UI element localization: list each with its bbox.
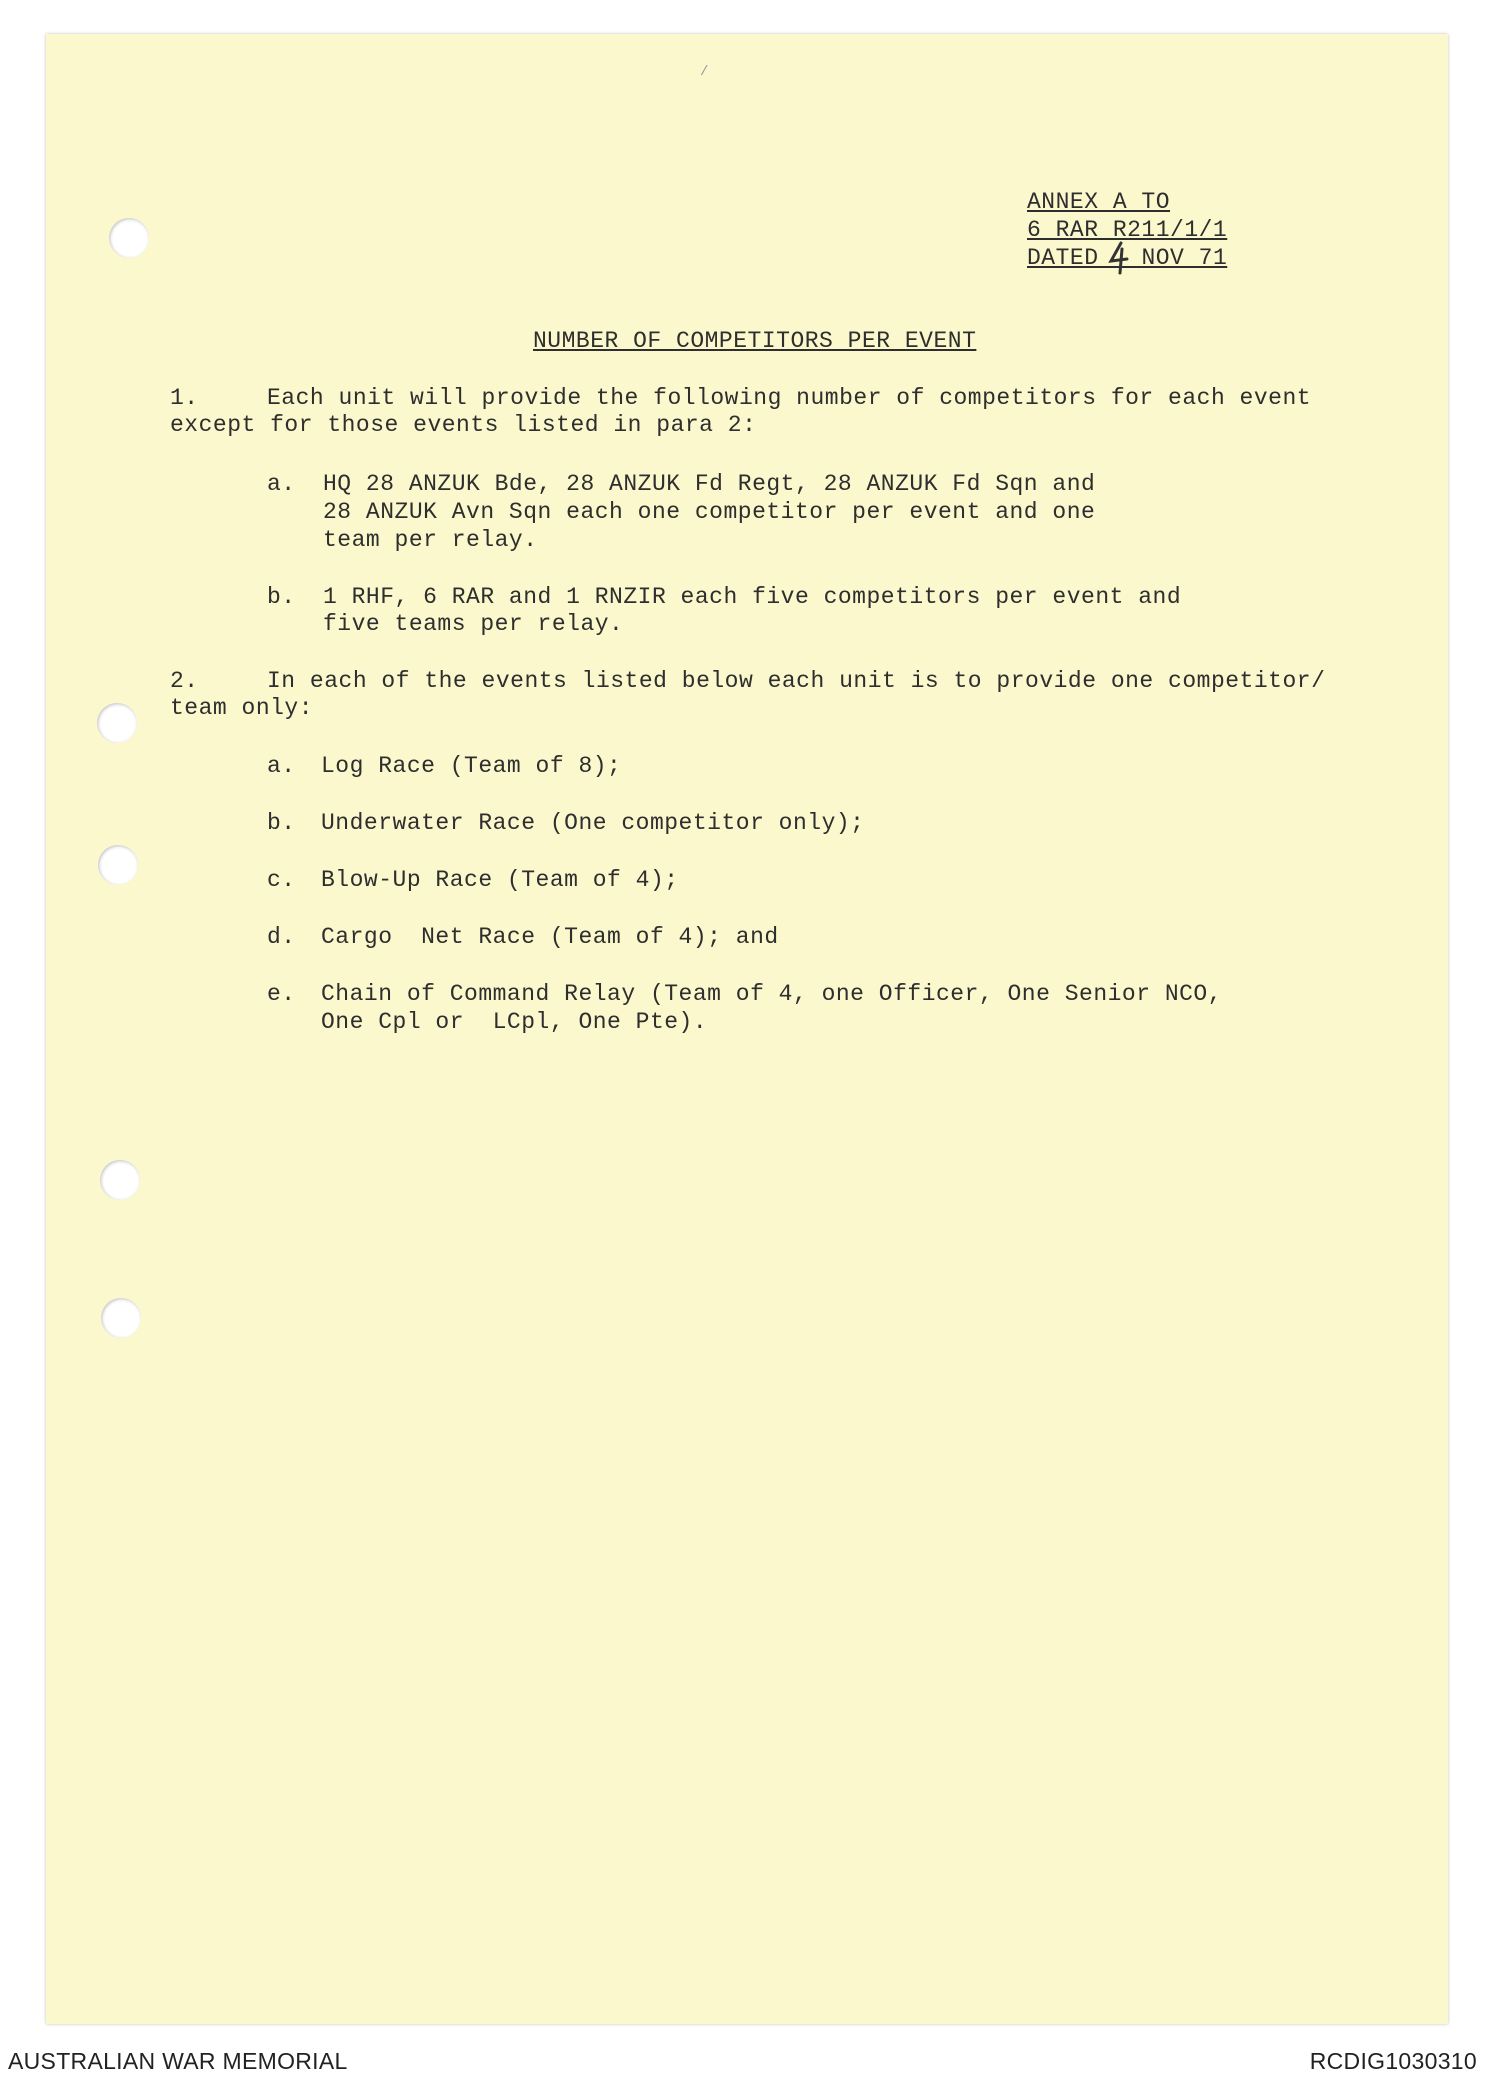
annex-line: ANNEX A TO [1027,189,1171,215]
reference-line: 6 RAR R211/1/1 [1027,217,1228,243]
handwritten-day-mark [1107,241,1129,275]
para2-item-c-letter: c. [267,867,296,893]
footer-left-credit: AUSTRALIAN WAR MEMORIAL [8,2048,348,2074]
page-mark: / [700,64,709,80]
para1-line1: Each unit will provide the following number of competitors for each event [267,385,1312,411]
para2-item-a-text: Log Race (Team of 8); [321,753,622,779]
document-title: NUMBER OF COMPETITORS PER EVENT [533,328,977,354]
para2-item-b-letter: b. [267,810,296,836]
para1-item-b-line1: 1 RHF, 6 RAR and 1 RNZIR each five competitors per event and [323,584,1182,610]
para1-item-a-line3: team per relay. [323,527,538,553]
para2-item-d-letter: d. [267,924,296,950]
para2-number: 2. [170,668,199,694]
para1-number: 1. [170,385,199,411]
punch-hole [109,218,149,258]
para1-item-b-line2: five teams per relay. [323,611,624,637]
para1-item-a-line1: HQ 28 ANZUK Bde, 28 ANZUK Fd Regt, 28 ANZUK Fd Sqn and [323,471,1096,497]
para1-line2: except for those events listed in para 2: [170,412,757,438]
para2-item-d-text: Cargo Net Race (Team of 4); and [321,924,779,950]
footer-right-id: RCDIG1030310 [1309,2048,1477,2074]
dated-prefix: DATED [1027,245,1099,271]
para1-item-b-letter: b. [267,584,296,610]
para2-item-a-letter: a. [267,753,296,779]
para1-item-a-line2: 28 ANZUK Avn Sqn each one competitor per event and one [323,499,1096,525]
para2-item-e-letter: e. [267,981,296,1007]
dated-suffix: NOV 71 [1141,245,1228,271]
para1-item-a-letter: a. [267,471,296,497]
para2-item-e-line1: Chain of Command Relay (Team of 4, one Officer, One Senior NCO, [321,981,1223,1007]
para2-item-c-text: Blow-Up Race (Team of 4); [321,867,679,893]
punch-hole [101,1298,141,1338]
punch-hole [97,703,137,743]
para2-line1: In each of the events listed below each unit is to provide one competitor/ [267,668,1326,694]
punch-hole [100,1160,140,1200]
punch-hole [98,845,138,885]
para2-item-e-line2: One Cpl or LCpl, One Pte). [321,1009,708,1035]
para2-line2: team only: [170,695,314,721]
para2-item-b-text: Underwater Race (One competitor only); [321,810,865,836]
